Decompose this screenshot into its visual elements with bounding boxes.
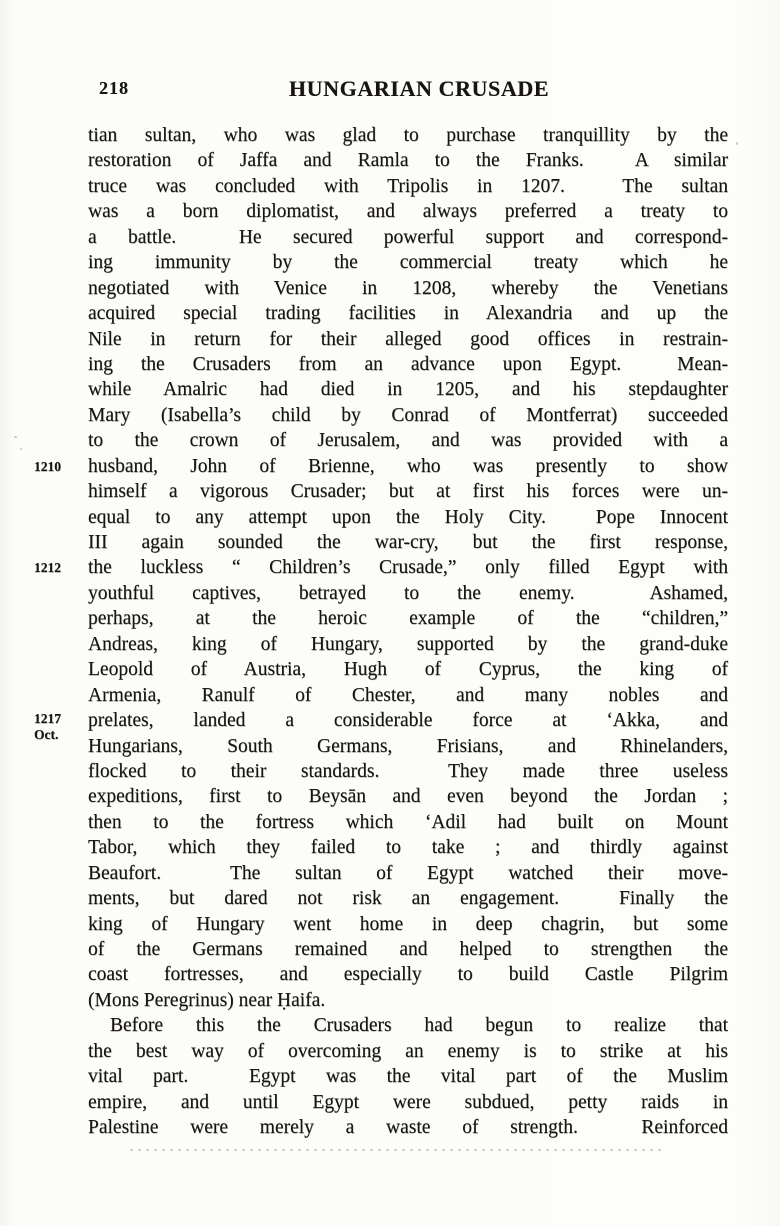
text-line-content: the luckless “ Children’s Crusade,” only filled Egypt with <box>88 557 728 579</box>
text-line <box>88 861 728 886</box>
text-line <box>88 937 728 962</box>
running-head <box>0 78 780 104</box>
text-line-content: Leopold of Austria, Hugh of Cyprus, the king of <box>88 659 728 681</box>
text-line-content: vital part. Egypt was the vital part of the Muslim <box>88 1066 728 1088</box>
text-line-content: Armenia, Ranulf of Chester, and many nobles and <box>88 684 728 706</box>
text-line-content: (Mons Peregrinus) near Ḥaifa. <box>88 989 326 1011</box>
text-line-content: a battle. He secured powerful support and correspond- <box>88 226 728 248</box>
text-line-content: empire, and until Egypt were subdued, petty raids in <box>88 1091 728 1113</box>
text-line <box>88 1090 728 1115</box>
text-line <box>88 606 728 631</box>
text-line <box>34 454 728 479</box>
scan-speck <box>14 436 17 438</box>
text-line <box>88 759 728 784</box>
text-line-content: flocked to their standards. They made three useless <box>88 760 728 782</box>
text-line <box>88 479 728 504</box>
text-line <box>88 683 728 708</box>
text-line <box>88 734 728 759</box>
text-line <box>34 708 728 743</box>
text-line <box>88 835 728 860</box>
page-number: 218 <box>99 78 129 98</box>
text-line-content: III again sounded the war-cry, but the first response, <box>88 532 728 553</box>
text-line-content: coast fortresses, and especially to build Castle Pilgrim <box>88 964 728 986</box>
text-line <box>88 962 728 987</box>
text-line-content: Hungarians, South Germans, Frisians, and Rhinelanders, <box>88 735 728 757</box>
text-line-content: negotiated with Venice in 1208, whereby the Venetians <box>88 277 728 299</box>
text-line-content: Beaufort. The sultan of Egypt watched their move- <box>88 862 728 884</box>
text-line <box>88 632 728 657</box>
scan-speck <box>736 142 738 145</box>
text-line <box>88 1064 728 1089</box>
margin-date: 1210 <box>34 458 61 474</box>
text-line <box>88 377 728 402</box>
text-line-content: himself a vigorous Crusader; but at first his forces were un- <box>88 481 728 503</box>
text-line <box>88 1013 728 1038</box>
text-line <box>88 1115 728 1140</box>
text-line-content: Before this the Crusaders had begun to realize that <box>110 1015 728 1037</box>
text-line-content: husband, John of Brienne, who was presently to show <box>88 455 728 477</box>
text-line <box>88 505 728 530</box>
text-line <box>88 327 728 352</box>
text-line-content: perhaps, at the heroic example of the “children,” <box>88 608 728 630</box>
text-line <box>88 784 728 809</box>
text-line <box>88 276 728 301</box>
text-line-content: then to the fortress which ‘Adil had built on Mount <box>88 811 728 833</box>
text-line <box>88 250 728 275</box>
text-line <box>88 403 728 428</box>
text-line <box>88 148 728 173</box>
scan-speck <box>20 448 22 450</box>
text-line-content: Mary (Isabella’s child by Conrad of Montferrat) succeeded <box>88 404 728 426</box>
margin-date: 1212 <box>34 560 61 576</box>
text-line <box>88 123 728 148</box>
text-line-content: acquired special trading facilities in Alexandria and up the <box>88 303 728 325</box>
text-line <box>88 581 728 606</box>
text-line-content: ing immunity by the commercial treaty which he <box>88 252 728 274</box>
text-line <box>88 988 728 1013</box>
text-line-content: ing the Crusaders from an advance upon Egypt. Mean- <box>88 353 728 375</box>
text-line <box>88 199 728 224</box>
text-line-content: Palestine were merely a waste of strength. Reinforced <box>88 1117 728 1139</box>
text-line <box>88 886 728 911</box>
text-line <box>88 352 728 377</box>
page-title: HUNGARIAN CRUSADE <box>288 76 550 101</box>
text-line <box>88 301 728 326</box>
text-line <box>88 174 728 199</box>
text-line-content: the best way of overcoming an enemy is to strike at his <box>88 1040 728 1062</box>
text-line <box>88 912 728 937</box>
text-line <box>34 555 728 580</box>
text-line-content: expeditions, first to Beysān and even beyond the Jordan ; <box>88 786 728 808</box>
text-line-content: restoration of Jaffa and Ramla to the Franks. A similar <box>88 150 728 172</box>
text-line <box>88 810 728 835</box>
scan-artifact-line <box>130 1149 665 1151</box>
text-line <box>88 530 728 555</box>
text-line-content: ments, but dared not risk an engagement. Finally the <box>88 888 728 910</box>
text-line-content: was a born diplomatist, and always preferred a treaty to <box>88 201 728 223</box>
margin-date: 1217 Oct. <box>34 711 61 743</box>
text-line-content: while Amalric had died in 1205, and his stepdaughter <box>88 379 728 401</box>
text-line <box>88 428 728 453</box>
text-line <box>88 225 728 250</box>
text-line-content: prelates, landed a considerable force at ‘Akka, and <box>88 710 728 732</box>
body-text <box>34 123 728 1141</box>
text-line-content: king of Hungary went home in deep chagrin, but some <box>88 913 728 935</box>
text-line-content: of the Germans remained and helped to strengthen the <box>88 939 728 960</box>
text-line-content: truce was concluded with Tripolis in 1207. The sultan <box>88 175 728 197</box>
text-line-content: Andreas, king of Hungary, supported by the grand-duke <box>88 633 728 655</box>
text-line-content: Nile in return for their alleged good offices in restrain- <box>88 328 728 350</box>
text-line-content: Tabor, which they failed to take ; and thirdly against <box>88 837 728 859</box>
text-line-content: tian sultan, who was glad to purchase tranquillity by the <box>88 125 728 146</box>
text-line-content: equal to any attempt upon the Holy City. Pope Innocent <box>88 506 728 528</box>
text-line-content: youthful captives, betrayed to the enemy. Ashamed, <box>88 582 728 604</box>
text-line <box>88 1039 728 1064</box>
text-line <box>88 657 728 682</box>
text-line-content: to the crown of Jerusalem, and was provided with a <box>88 430 728 452</box>
